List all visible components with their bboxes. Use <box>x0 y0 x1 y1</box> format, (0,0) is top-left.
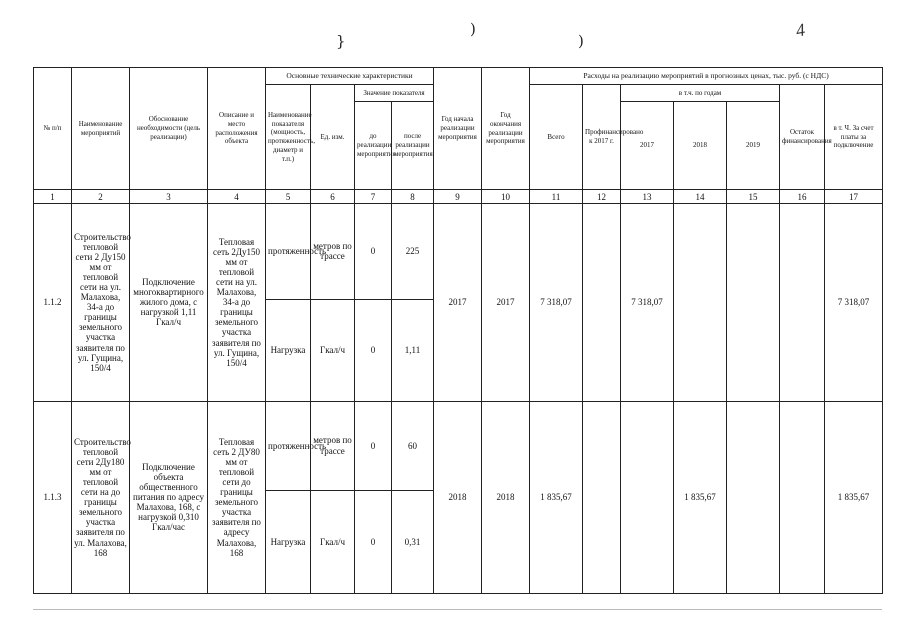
column-number: 5 <box>266 190 311 204</box>
indicator-unit: метров по трассе <box>311 204 355 300</box>
indicator-name: Нагрузка <box>266 299 311 401</box>
header-indicator-name: Наименование показателя (мощность, протяженность, диаметр и т.п.) <box>266 85 311 190</box>
column-number: 15 <box>727 190 780 204</box>
measure-location: Тепловая сеть 2 ДУ80 мм от тепловой сети до границы земельного участка заявителя по адресу Малахова, 168 <box>208 401 266 593</box>
header-unit: Ед. изм. <box>311 85 355 190</box>
cost-2018: 1 835,67 <box>674 401 727 593</box>
column-number: 10 <box>482 190 530 204</box>
cost-2019 <box>727 204 780 402</box>
margin-mark: ) <box>578 32 584 50</box>
measure-name: Строительство тепловой сети 2Ду180 мм от тепловой сети на до границы земельного участка заявителя по ул. Малахова, 168 <box>72 401 130 593</box>
page-number: 4 <box>794 19 807 41</box>
measure-name: Строительство тепловой сети 2 Ду150 мм от тепловой сети на ул. Малахова, 34-а до границы земельного участка заявителя по ул. Гущина, 150/4 <box>72 204 130 402</box>
cost-remainder <box>780 401 825 593</box>
indicator-name: протяженность <box>266 204 311 300</box>
year-start: 2018 <box>434 401 482 593</box>
column-number: 4 <box>208 190 266 204</box>
indicator-unit: метров по трассе <box>311 401 355 491</box>
header-num: № п/п <box>34 68 72 190</box>
value-before: 0 <box>355 401 392 491</box>
row-number: 1.1.3 <box>34 401 72 593</box>
column-number: 1 <box>34 190 72 204</box>
indicator-unit: Гкал/ч <box>311 299 355 401</box>
cost-2017: 7 318,07 <box>621 204 674 402</box>
header-name: Наименование мероприятий <box>72 68 130 190</box>
row-number: 1.1.2 <box>34 204 72 402</box>
header-value-group: Значение показателя <box>355 85 434 102</box>
column-number: 12 <box>583 190 621 204</box>
header-reason: Обоснование необходимости (цель реализации) <box>130 68 208 190</box>
indicator-name: протяженность <box>266 401 311 491</box>
cost-fee: 7 318,07 <box>825 204 883 402</box>
cost-total: 1 835,67 <box>530 401 583 593</box>
column-number: 8 <box>392 190 434 204</box>
column-number: 16 <box>780 190 825 204</box>
margin-mark: ) <box>470 20 476 38</box>
header-year-start: Год начала реализации мероприятия <box>434 68 482 190</box>
value-after: 60 <box>392 401 434 491</box>
cost-remainder <box>780 204 825 402</box>
value-before: 0 <box>355 299 392 401</box>
header-fee: в т. Ч. За счет платы за подключение <box>825 85 883 190</box>
page-bottom-divider <box>33 609 882 610</box>
header-year-2019: 2019 <box>727 102 780 190</box>
header-after: после реализации мероприятия <box>392 102 434 190</box>
header-before: до реализации мероприятия <box>355 102 392 190</box>
column-number: 2 <box>72 190 130 204</box>
cost-2018 <box>674 204 727 402</box>
header-remainder: Остаток финансирования <box>780 85 825 190</box>
year-start: 2017 <box>434 204 482 402</box>
year-end: 2018 <box>482 401 530 593</box>
column-number: 3 <box>130 190 208 204</box>
column-number: 6 <box>311 190 355 204</box>
header-costs-group: Расходы на реализацию мероприятий в прогнозных ценах, тыс. руб. (с НДС) <box>530 68 883 85</box>
column-number: 7 <box>355 190 392 204</box>
indicator-name: Нагрузка <box>266 491 311 594</box>
indicator-unit: Гкал/ч <box>311 491 355 594</box>
table-row <box>34 401 883 491</box>
header-financed: Профинансировано к 2017 г. <box>583 85 621 190</box>
header-year-end: Год окончания реализации мероприятия <box>482 68 530 190</box>
column-number: 9 <box>434 190 482 204</box>
column-number: 13 <box>621 190 674 204</box>
measure-reason: Подключение объекта общественного питания по адресу Малахова, 168, с нагрузкой 0,310 Гкал/час <box>130 401 208 593</box>
header-location: Описание и место расположения объекта <box>208 68 266 190</box>
column-number: 17 <box>825 190 883 204</box>
cost-financed <box>583 204 621 402</box>
value-after: 0,31 <box>392 491 434 594</box>
value-before: 0 <box>355 491 392 594</box>
column-number: 11 <box>530 190 583 204</box>
header-by-years: в т.ч. по годам <box>621 85 780 102</box>
cost-financed <box>583 401 621 593</box>
value-after: 225 <box>392 204 434 300</box>
margin-mark: } <box>336 32 346 50</box>
header-year-2017: 2017 <box>621 102 674 190</box>
column-number: 14 <box>674 190 727 204</box>
cost-total: 7 318,07 <box>530 204 583 402</box>
header-year-2018: 2018 <box>674 102 727 190</box>
measure-reason: Подключение многоквартирного жилого дома, с нагрузкой 1,11 Гкал/ч <box>130 204 208 402</box>
value-before: 0 <box>355 204 392 300</box>
measure-location: Тепловая сеть 2Ду150 мм от тепловой сети на ул. Малахова, 34-а до границы земельного участка заявителя по ул. Гущина, 150/4 <box>208 204 266 402</box>
cost-fee: 1 835,67 <box>825 401 883 593</box>
year-end: 2017 <box>482 204 530 402</box>
measures-table <box>33 67 883 594</box>
cost-2019 <box>727 401 780 593</box>
table-row <box>34 204 883 300</box>
header-total: Всего <box>530 85 583 190</box>
cost-2017 <box>621 401 674 593</box>
value-after: 1,11 <box>392 299 434 401</box>
margin-marks <box>0 18 905 58</box>
header-tech-group: Основные технические характеристики <box>266 68 434 85</box>
